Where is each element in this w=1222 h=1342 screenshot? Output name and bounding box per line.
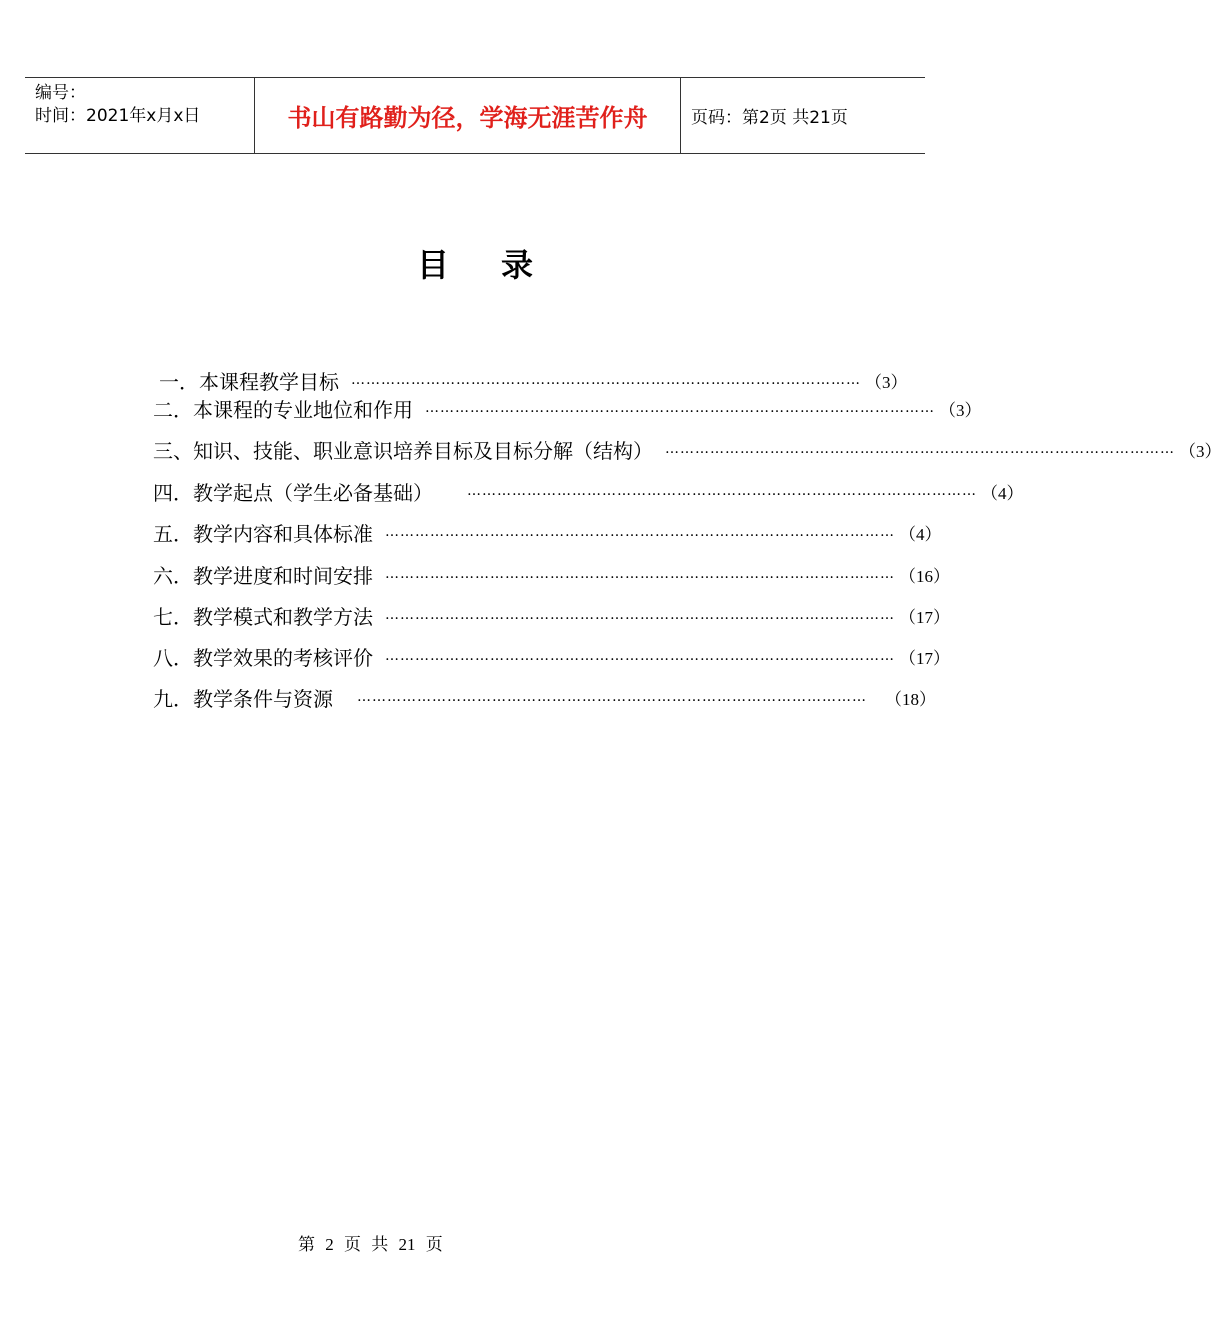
toc-item[interactable] xyxy=(153,641,950,671)
toc-item-page: （4） xyxy=(899,524,942,544)
toc-item[interactable] xyxy=(153,559,950,589)
toc-item-label: 八．教学效果的考核评价 xyxy=(153,645,373,670)
header-page-info: 页码：第2页 共21页 xyxy=(691,108,848,128)
toc-item-label: 七．教学模式和教学方法 xyxy=(153,604,373,629)
toc-leader: ………………………………………………………………………………………… xyxy=(665,441,1175,457)
toc-leader: ………………………………………………………………………………………… xyxy=(357,689,867,705)
toc-item-label: 三、知识、技能、职业意识培养目标及目标分解（结构） xyxy=(153,438,653,463)
toc-leader: ………………………………………………………………………………………… xyxy=(385,566,895,582)
document-number-label: 编号： xyxy=(35,83,86,103)
toc-leader: ………………………………………………………………………………………… xyxy=(425,400,935,416)
toc-item[interactable] xyxy=(153,600,950,630)
toc-leader: ………………………………………………………………………………………… xyxy=(385,648,895,664)
toc-item-page: （3） xyxy=(1179,441,1222,461)
toc-item-label: 二．本课程的专业地位和作用 xyxy=(153,397,413,422)
toc-item-label: 五．教学内容和具体标准 xyxy=(153,521,373,546)
toc-item-page: （3） xyxy=(865,372,908,392)
page-footer: 第 2 页 共 21 页 xyxy=(298,1235,443,1254)
toc-item-label: 四．教学起点（学生必备基础） xyxy=(153,480,433,505)
toc-title: 目录 xyxy=(416,246,585,284)
toc-leader: ………………………………………………………………………………………… xyxy=(385,524,895,540)
toc-item-page: （16） xyxy=(899,566,950,586)
document-date-label: 时间：2021年x月x日 xyxy=(35,106,201,126)
toc-leader: ………………………………………………………………………………………… xyxy=(385,607,895,623)
toc-item[interactable] xyxy=(153,434,1222,464)
header-motto: 书山有路勤为径，学海无涯苦作舟 xyxy=(287,104,648,132)
toc-item[interactable] xyxy=(153,682,936,712)
toc-item-label: 一．本课程教学目标 xyxy=(159,369,339,394)
toc-item[interactable] xyxy=(153,365,908,395)
header-meta xyxy=(35,82,200,128)
toc-item-label: 六．教学进度和时间安排 xyxy=(153,563,373,588)
toc-item[interactable] xyxy=(153,393,982,423)
toc-item-label: 九．教学条件与资源 xyxy=(153,686,333,711)
page-header xyxy=(25,77,925,154)
toc-item-page: （17） xyxy=(899,607,950,627)
toc-item[interactable] xyxy=(153,476,1024,506)
toc-leader: ………………………………………………………………………………………… xyxy=(467,483,977,499)
toc-item-page: （3） xyxy=(939,400,982,420)
toc-item-page: （17） xyxy=(899,648,950,668)
toc-item-page: （4） xyxy=(981,483,1024,503)
toc-item-page: （18） xyxy=(885,689,936,709)
toc-leader: ………………………………………………………………………………………… xyxy=(351,372,861,388)
header-divider xyxy=(680,78,681,154)
toc-item[interactable] xyxy=(153,517,942,547)
